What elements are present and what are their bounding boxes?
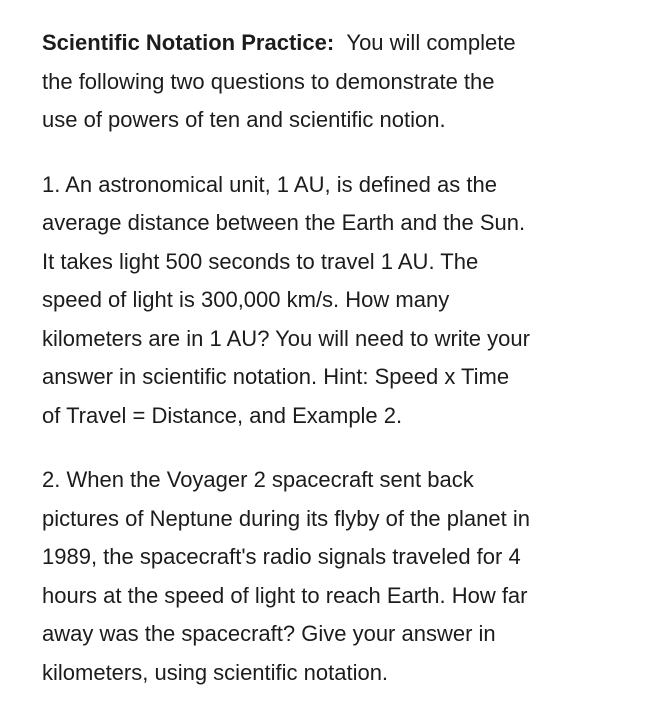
question-1-line: average distance between the Earth and the Sun. — [42, 210, 526, 235]
question-2-line: 1989, the spacecraft's radio signals traveled for 4 — [42, 544, 521, 569]
question-1-line: answer in scientific notation. Hint: Speed x Time — [42, 364, 510, 389]
document — [42, 24, 632, 718]
question-2-line: kilometers, using scientific notation. — [42, 659, 389, 685]
question-2 — [42, 461, 632, 692]
intro-line-2: the following two questions to demonstrate the — [42, 68, 495, 94]
question-2-line: away was the spacecraft? Give your answer in — [42, 621, 496, 646]
question-1-line: 1. An astronomical unit, 1 AU, is defined as the — [42, 171, 497, 197]
question-1-line: speed of light is 300,000 km/s. How many — [42, 287, 450, 312]
intro-line-3: use of powers of ten and scientific notion. — [42, 107, 446, 132]
intro-text: You will complete — [346, 30, 516, 55]
intro-paragraph — [42, 24, 632, 140]
question-2-line: 2. When the Voyager 2 spacecraft sent back — [42, 467, 474, 492]
intro-line-1 — [42, 24, 632, 63]
question-1-line: of Travel = Distance, and Example 2. — [42, 402, 403, 428]
question-1-line: It takes light 500 seconds to travel 1 AU. The — [42, 248, 479, 274]
section-heading: Scientific Notation Practice: — [42, 30, 335, 55]
question-2-line: pictures of Neptune during its flyby of the planet in — [42, 505, 530, 531]
question-1 — [42, 166, 632, 436]
question-1-line: kilometers are in 1 AU? You will need to write your — [42, 325, 530, 351]
question-2-line: hours at the speed of light to reach Earth. How far — [42, 582, 528, 608]
